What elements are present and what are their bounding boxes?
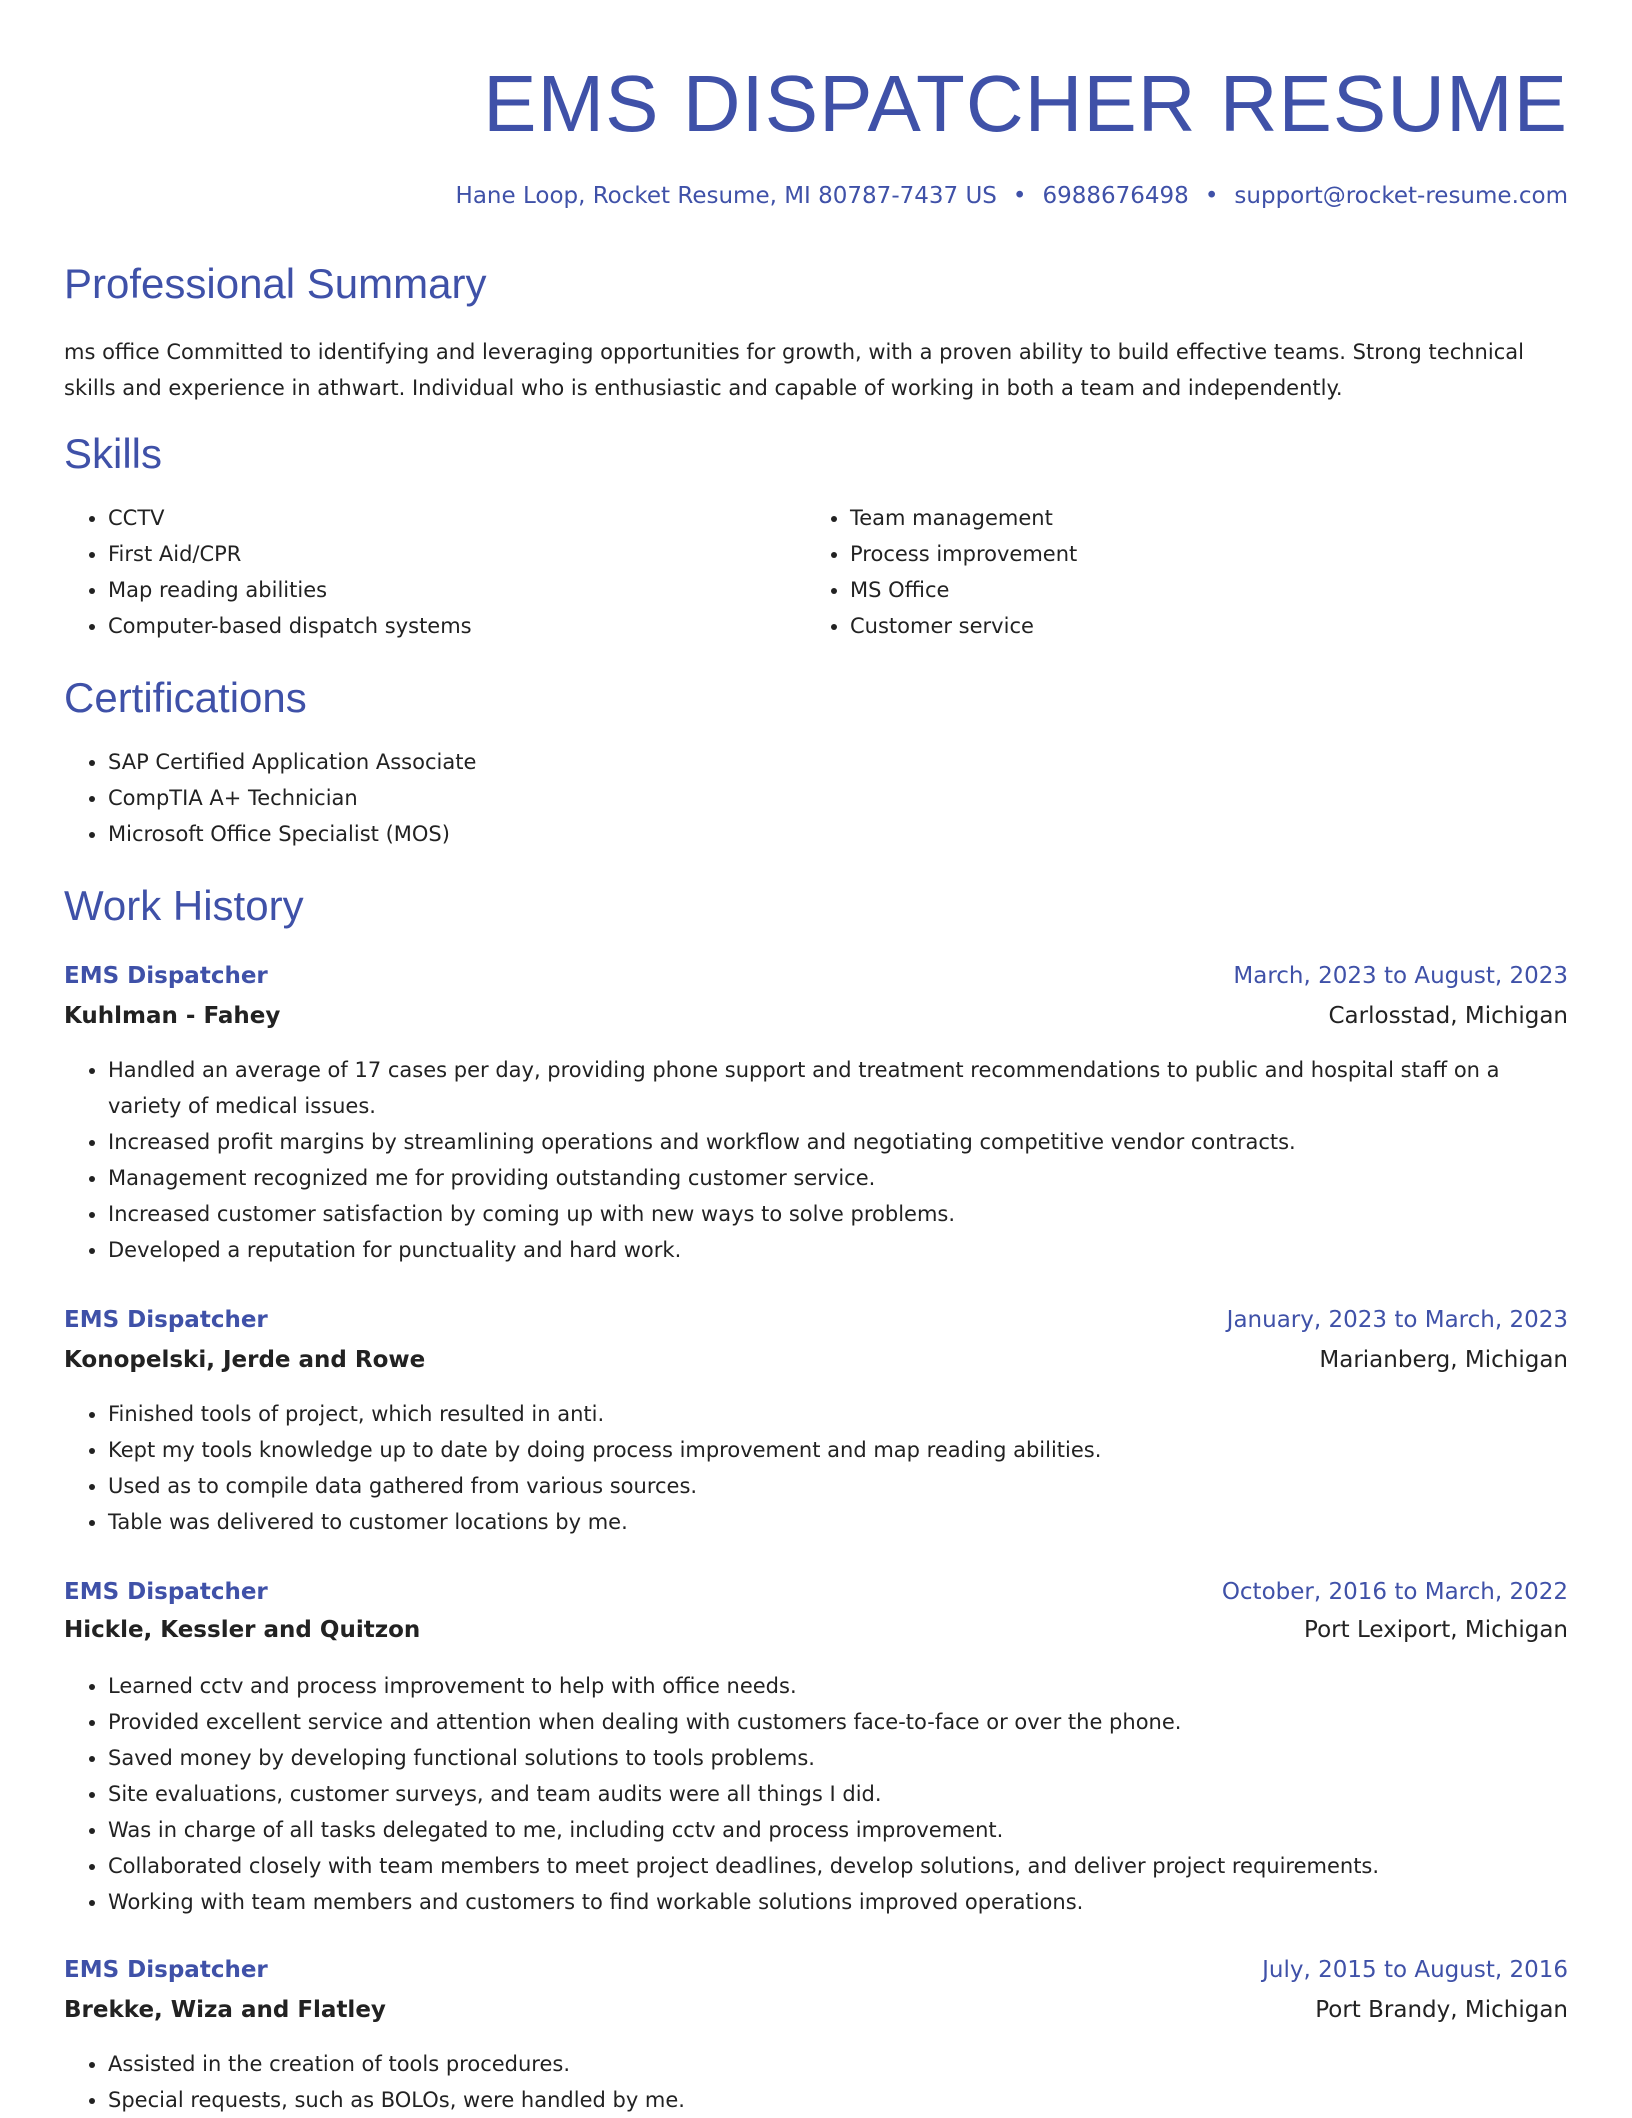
job-dates: January, 2023 to March, 2023 (1226, 1307, 1568, 1333)
job-company: Kuhlman - Fahey (64, 1003, 281, 1029)
job-location: Carlosstad, Michigan (1328, 1003, 1568, 1029)
job-bullet: • Was in charge of all tasks delegated to me, including cctv and process improvement. (108, 1812, 1568, 1848)
job-bullet: • Saved money by developing functional solutions to tools problems. (108, 1740, 1568, 1776)
job-bullet: • Working with team members and customers to find workable solutions improved operations. (108, 1884, 1568, 1920)
job-bullet: • Management recognized me for providing outstanding customer service. (108, 1160, 1568, 1196)
summary-heading: Professional Summary (64, 260, 487, 307)
skill-item: • First Aid/CPR (108, 536, 808, 572)
skill-item: • Map reading abilities (108, 572, 808, 608)
job-dates: March, 2023 to August, 2023 (1233, 963, 1568, 989)
summary-text: ms office Committed to identifying and leveraging opportunities for growth, with a proven ability to build effective teams. Strong technical skills and experience in athwart. Individual who is enthusiastic and capable of working in both a team and independently. (64, 340, 1524, 400)
job-bullets (64, 1396, 1568, 1540)
job-bullet: • Site evaluations, customer surveys, and team audits were all things I did. (108, 1776, 1568, 1812)
skills-list-left (64, 500, 808, 644)
job-company: Hickle, Kessler and Quitzon (64, 1617, 421, 1643)
job-bullet: • Used as to compile data gathered from various sources. (108, 1468, 1568, 1504)
skills-list-right (806, 500, 1550, 644)
job-title: EMS Dispatcher (64, 1957, 268, 1983)
job-bullets (64, 2046, 1568, 2118)
job-bullet: • Handled an average of 17 cases per day, providing phone support and treatment recommendations to public and hospital staff on a variety of medical issues. (108, 1052, 1568, 1124)
job-title: EMS Dispatcher (64, 1307, 268, 1333)
certification-item: • SAP Certified Application Associate (108, 744, 1568, 780)
job-bullet: • Provided excellent service and attention when dealing with customers face-to-face or over the phone. (108, 1704, 1568, 1740)
contact-separator: • (1204, 183, 1219, 209)
job-bullet: • Kept my tools knowledge up to date by doing process improvement and map reading abilities. (108, 1432, 1568, 1468)
certifications-list (64, 744, 1568, 852)
job-bullet: • Learned cctv and process improvement to help with office needs. (108, 1668, 1568, 1704)
skill-item: • CCTV (108, 500, 808, 536)
job-location: Port Lexiport, Michigan (1304, 1617, 1568, 1643)
job-dates: July, 2015 to August, 2016 (1262, 1957, 1568, 1983)
certification-item: • Microsoft Office Specialist (MOS) (108, 816, 1568, 852)
job-bullet: • Finished tools of project, which resulted in anti. (108, 1396, 1568, 1432)
contact-phone: 6988676498 (1042, 183, 1189, 209)
job-location: Port Brandy, Michigan (1315, 1997, 1568, 2023)
job-company: Brekke, Wiza and Flatley (64, 1997, 386, 2023)
certification-item: • CompTIA A+ Technician (108, 780, 1568, 816)
skill-item: • Computer-based dispatch systems (108, 608, 808, 644)
contact-separator: • (1012, 183, 1027, 209)
skill-item: • Process improvement (850, 536, 1550, 572)
certifications-heading: Certifications (64, 674, 307, 721)
job-bullet: • Special requests, such as BOLOs, were handled by me. (108, 2082, 1568, 2118)
contact-email[interactable]: support@rocket-resume.com (1234, 183, 1568, 209)
job-bullet: • Developed a reputation for punctuality and hard work. (108, 1232, 1568, 1268)
work-history-heading: Work History (64, 882, 304, 929)
job-bullet: • Table was delivered to customer locations by me. (108, 1504, 1568, 1540)
skill-item: • Customer service (850, 608, 1550, 644)
contact-address: Hane Loop, Rocket Resume, MI 80787-7437 US (455, 183, 997, 209)
job-location: Marianberg, Michigan (1319, 1347, 1568, 1373)
skill-item: • Team management (850, 500, 1550, 536)
job-company: Konopelski, Jerde and Rowe (64, 1347, 426, 1373)
job-bullet: • Collaborated closely with team members to meet project deadlines, develop solutions, and deliver project requirements. (108, 1848, 1568, 1884)
job-dates: October, 2016 to March, 2022 (1221, 1579, 1568, 1605)
job-bullets (64, 1052, 1568, 1268)
job-bullet: • Assisted in the creation of tools procedures. (108, 2046, 1568, 2082)
job-bullets (64, 1668, 1568, 1920)
resume-title: EMS DISPATCHER RESUME (483, 59, 1568, 148)
skills-heading: Skills (64, 430, 163, 477)
job-bullet: • Increased customer satisfaction by coming up with new ways to solve problems. (108, 1196, 1568, 1232)
skill-item: • MS Office (850, 572, 1550, 608)
job-bullet: • Increased profit margins by streamlining operations and workflow and negotiating competitive vendor contracts. (108, 1124, 1568, 1160)
job-title: EMS Dispatcher (64, 1579, 268, 1605)
contact-line (456, 180, 1568, 212)
job-title: EMS Dispatcher (64, 963, 268, 989)
